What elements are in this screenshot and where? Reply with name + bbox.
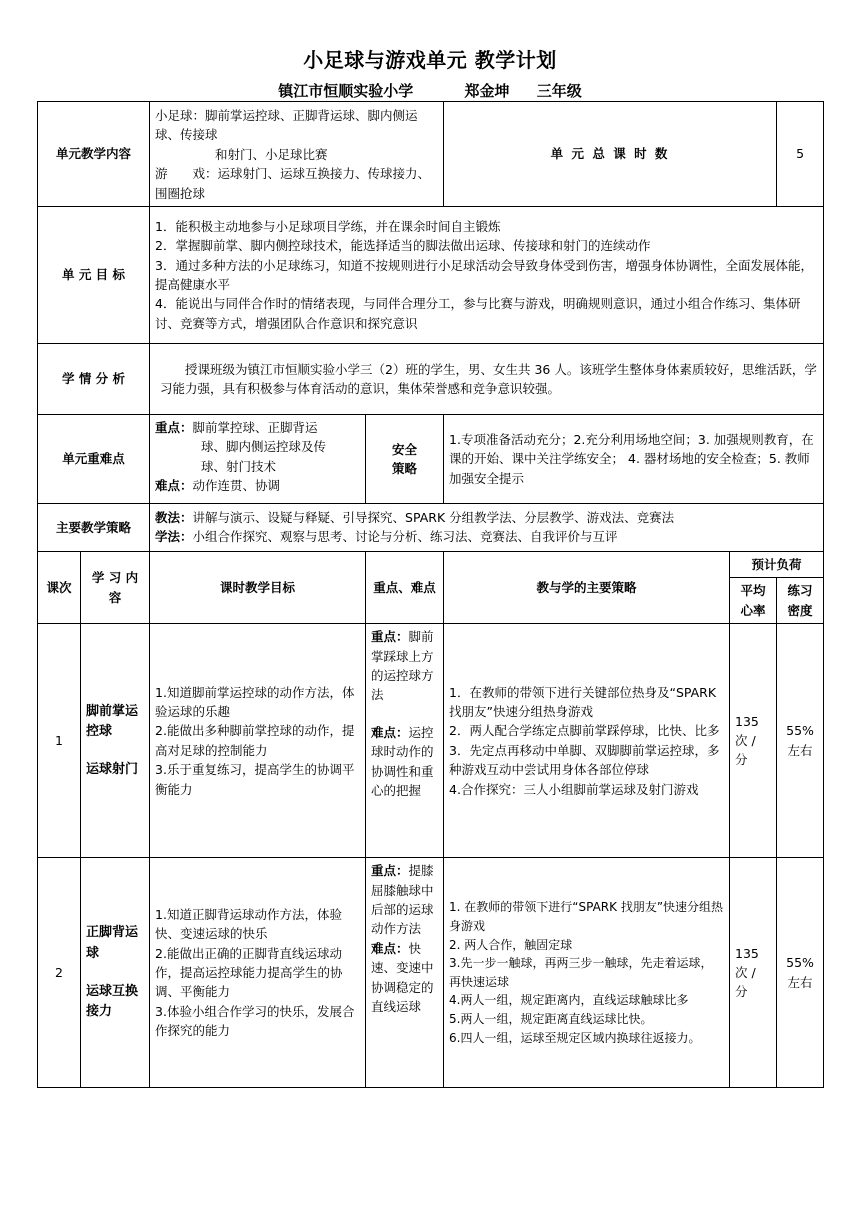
learning-method-label: 学法： [155, 529, 193, 545]
strategy-row [38, 503, 824, 551]
unit-content-cell [150, 102, 444, 207]
lesson-no: 1 [38, 624, 81, 858]
lesson-goals: 1.知道脚前掌运控球的动作方法，体验运球的乐趣 2.能做出多种脚前掌控球的动作，提高对足球的控制能力 3.乐于重复练习，提高学生的协调平衡能力 [150, 624, 366, 858]
header-density: 练习密度 [777, 578, 824, 624]
lesson-methods: 1. 在教师的带领下进行“SPARK 找朋友”快速分组热身游戏 2. 两人合作，触固定球 3.先一步一触球，再两三步一触球，先走着运球，再快速运球 4.两人一组，规定距离内，直线运球触球比多 5.两人一组，规定距离直线运球比快。 6.四人一组，运球至规定区域内换球往返接力。 [444, 858, 730, 1088]
lesson-goals: 1.知道正脚背运球动作方法，体验快、变速运球的快乐 2.能做出正确的正脚背直线运球动作，提高运控球能力提高学生的协调、平衡能力 3.体验小组合作学习的快乐，发展合作探究的能力 [150, 858, 366, 1088]
unit-content-soccer-1: 小足球：脚前掌运控球、正脚背运球、脚内侧运球、传接球 [155, 108, 418, 143]
lesson-key-points: 重点：脚前掌踩球上方的运控球方法 难点：运控球时动作的协调性和重心的把握 [366, 624, 444, 858]
teaching-method-label: 教法： [155, 510, 193, 525]
document-subtitle [0, 80, 860, 101]
safety-label: 安全 策略 [366, 414, 444, 503]
lesson-header-row [38, 551, 824, 577]
unit-goal-item: 2．掌握脚前掌、脚内侧控球技术，能选择适当的脚法做出运球、传接球和射门的连续动作 [155, 238, 651, 254]
analysis-row [38, 343, 824, 414]
unit-content-label: 单元教学内容 [38, 102, 150, 207]
unit-goal-item: 3．通过多种方法的小足球练习，知道不按规则进行小足球活动会导致身体受到伤害，增强身体协调性，全面发展体能，提高健康水平 [155, 257, 813, 292]
lesson-content: 脚前掌运控球 运球射门 [81, 624, 150, 858]
header-goal: 课时教学目标 [150, 551, 366, 623]
key-points-label: 单元重难点 [38, 414, 150, 503]
teaching-method-text: 讲解与演示、设疑与释疑、引导探究、SPARK 分组教学法、分层教学、游戏法、竞赛法 [192, 510, 675, 525]
school-name: 镇江市恒顺实验小学 [278, 82, 414, 100]
strategy-label: 主要教学策略 [38, 503, 150, 551]
document-title: 小足球与游戏单元 教学计划 [303, 48, 557, 72]
lesson-density: 55%左右 [777, 624, 824, 858]
key-points-row [38, 414, 824, 503]
analysis-label: 学 情 分 析 [38, 343, 150, 414]
key-points-cell [150, 414, 366, 503]
lesson-row [38, 624, 824, 858]
teacher-name: 郑金坤 [464, 82, 510, 100]
unit-goal-item: 4．能说出与同伴合作时的情绪表现，与同伴合理分工，参与比赛与游戏，明确规则意识，通过小组合作练习、集体研讨、竞赛等方式，增强团队合作意识和探究意识 [155, 296, 801, 331]
header-load: 预计负荷 [730, 551, 824, 577]
key-text-1: 脚前掌控球、正脚背运 [192, 419, 318, 435]
unit-goals-cell [150, 206, 824, 343]
grade-label: 三年级 [536, 82, 582, 100]
header-method: 教与学的主要策略 [444, 551, 730, 623]
lesson-methods: 1．在教师的带领下进行关键部位热身及“SPARK 找朋友”快速分组热身游戏 2．两人配合学练定点脚前掌踩停球，比快、比多 3．先定点再移动中单脚、双脚脚前掌运控球，多种游戏互动中尝试用身体各部位停球 4.合作探究：三人小组脚前掌运球及射门游戏 [444, 624, 730, 858]
unit-content-soccer-2: 和射门、小足球比赛 [215, 146, 328, 162]
unit-content-row [38, 102, 824, 207]
key-label: 重点： [155, 419, 193, 435]
strategy-cell [150, 503, 824, 551]
header-key: 重点、难点 [366, 551, 444, 623]
difficulty-text: 动作连贯、协调 [192, 478, 281, 493]
difficulty-label: 难点： [155, 478, 193, 493]
unit-goal-item: 1．能积极主动地参与小足球项目学练，并在课余时间自主锻炼 [155, 218, 501, 234]
lesson-heart-rate: 135 次 / 分 [730, 624, 777, 858]
unit-content-game: 游 戏：运球射门、运球互换接力、传球接力、围圈抢球 [155, 166, 431, 201]
teaching-plan-table [37, 101, 824, 1088]
unit-hours-value: 5 [777, 102, 824, 207]
lesson-heart-rate: 135 次 / 分 [730, 858, 777, 1088]
lesson-row [38, 858, 824, 1088]
safety-text: 1.专项准备活动充分；2.充分利用场地空间；3. 加强规则教育，在课的开始、课中关注学练安全； 4. 器材场地的安全检查；5. 教师加强安全提示 [444, 414, 824, 503]
lesson-no: 2 [38, 858, 81, 1088]
unit-goals-label: 单 元 目 标 [38, 206, 150, 343]
header-lesson-no: 课次 [38, 551, 81, 623]
key-text-3: 球、射门技术 [201, 458, 277, 474]
lesson-key-points: 重点：提膝屈膝触球中后部的运球动作方法 难点：快速、变速中协调稳定的直线运球 [366, 858, 444, 1088]
unit-hours-label: 单 元 总 课 时 数 [444, 102, 777, 207]
header-heart-rate: 平均心率 [730, 578, 777, 624]
lesson-density: 55%左右 [777, 858, 824, 1088]
learning-method-text: 小组合作探究、观察与思考、讨论与分析、练习法、竞赛法、自我评价与互评 [192, 529, 618, 545]
analysis-text: 授课班级为镇江市恒顺实验小学三（2）班的学生，男、女生共 36 人。该班学生整体身体素质较好，思维活跃，学习能力强，具有积极参与体育活动的意识，集体荣誉感和竞争意识较强。 [150, 343, 824, 414]
header-content: 学 习 内 容 [81, 551, 150, 623]
lesson-content: 正脚背运球 运球互换接力 [81, 858, 150, 1088]
unit-goals-row [38, 206, 824, 343]
key-text-2: 球、脚内侧运控球及传 [201, 439, 327, 455]
